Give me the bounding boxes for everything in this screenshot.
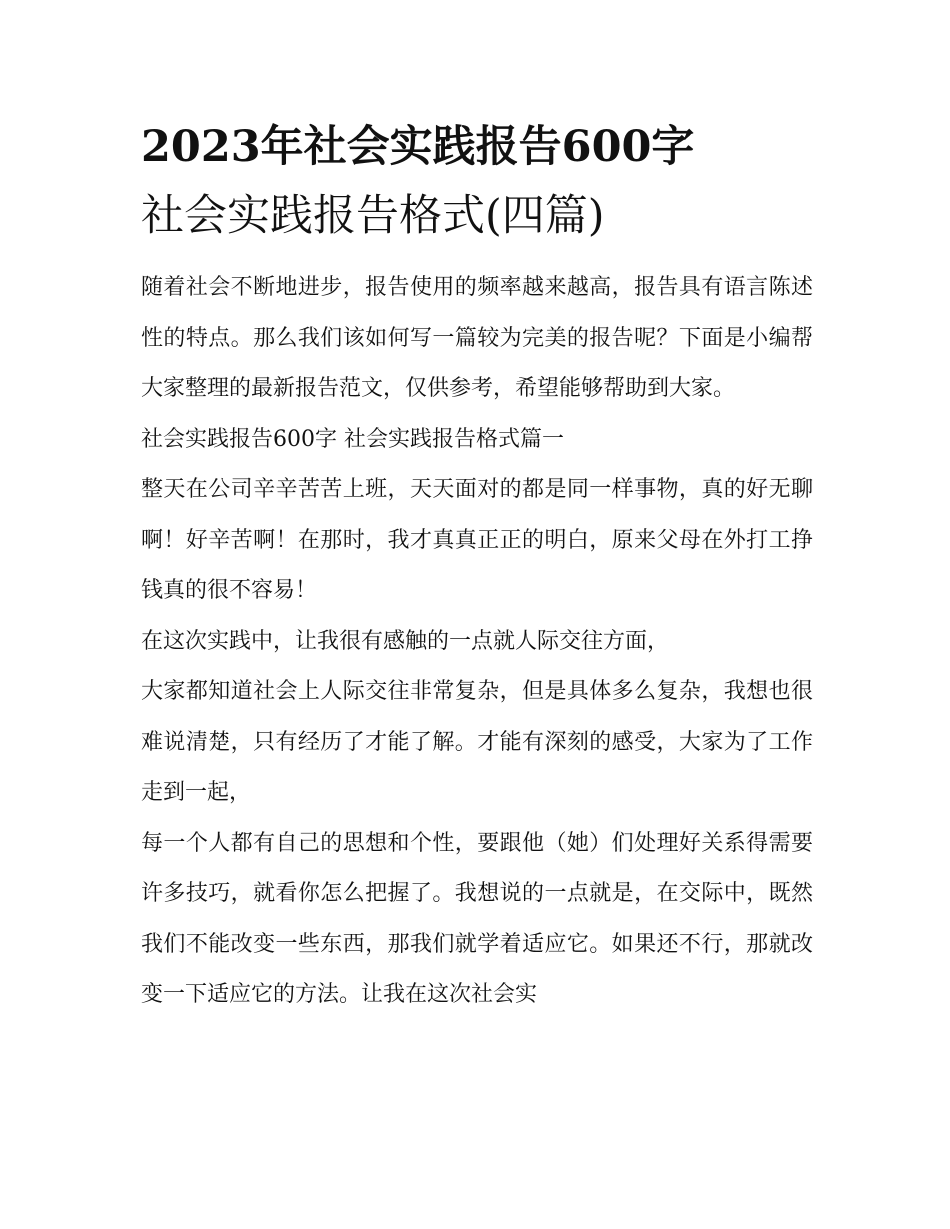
document-body: [141, 263, 813, 1021]
body-paragraph: 每一个人都有自己的思想和个性，要跟他（她）们处理好关系得需要许多技巧，就看你怎么把握了。我想说的一点就是，在交际中，既然我们不能改变一些东西，那我们就学着适应它。如果还不行，那就改变一下适应它的方法。让我在这次社会实: [141, 830, 813, 1007]
body-paragraph: 在这次实践中，让我很有感触的一点就人际交往方面，: [141, 628, 670, 654]
body-paragraph: 大家都知道社会上人际交往非常复杂，但是具体多么复杂，我想也很难说清楚，只有经历了才能了解。才能有深刻的感受，大家为了工作走到一起，: [141, 679, 813, 805]
document-content: [141, 118, 813, 1021]
document-title-line-1: 2023年社会实践报告600字: [141, 122, 695, 172]
intro-paragraph: 随着社会不断地进步，报告使用的频率越来越高，报告具有语言陈述性的特点。那么我们该如何写一篇较为完美的报告呢？下面是小编帮大家整理的最新报告范文，仅供参考，希望能够帮助到大家。: [141, 275, 813, 401]
document-title-line-2: 社会实践报告格式(四篇): [141, 191, 605, 241]
body-paragraph: 整天在公司辛辛苦苦上班，天天面对的都是同一样事物，真的好无聊啊！好辛苦啊！在那时，我才真真正正的明白，原来父母在外打工挣钱真的很不容易！: [141, 477, 813, 603]
section-heading: 社会实践报告600字 社会实践报告格式篇一: [141, 426, 564, 452]
